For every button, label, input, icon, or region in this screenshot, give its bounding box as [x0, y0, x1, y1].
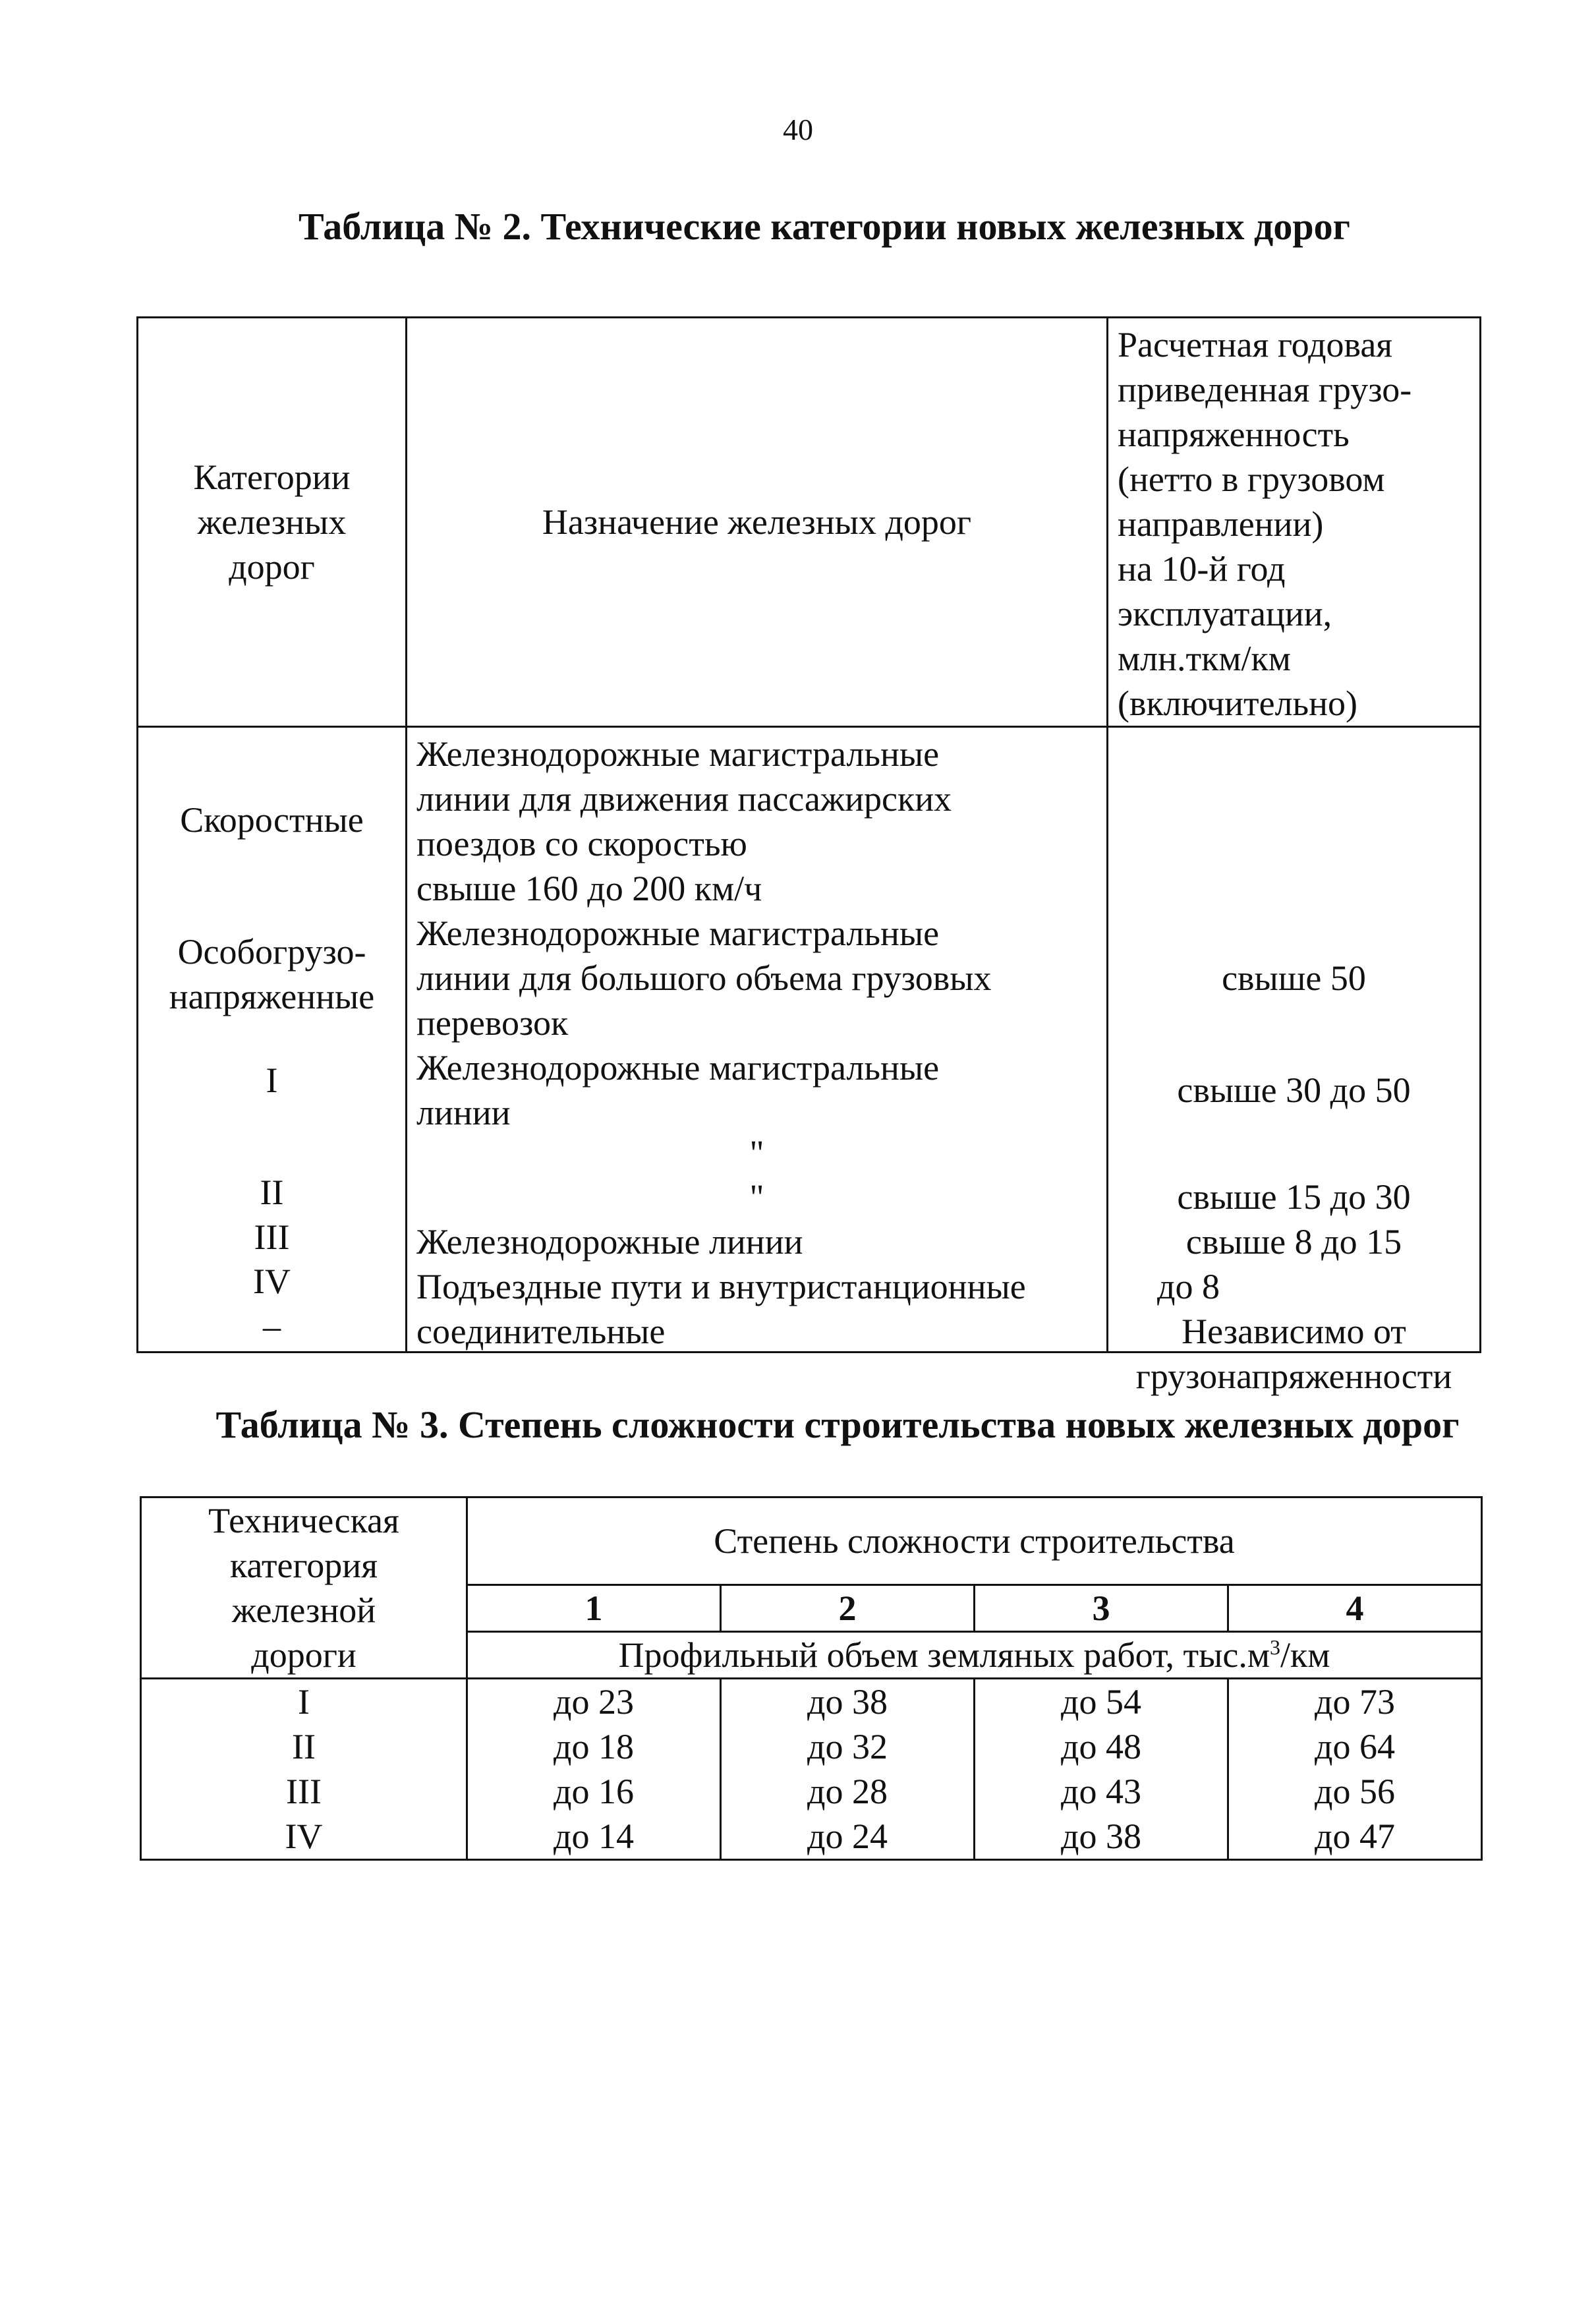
- purpose-ditto-mark: ": [749, 1177, 764, 1217]
- row-value: до 24: [721, 1814, 975, 1860]
- header-category: Категории железных дорог: [138, 318, 407, 727]
- table-2-caption: Таблица № 2. Технические категории новых железных дорог: [299, 205, 1350, 248]
- load-cell: до 8: [1157, 1267, 1220, 1306]
- row-category: IV: [141, 1814, 467, 1860]
- row-value: до 28: [721, 1769, 975, 1814]
- row-category: I: [141, 1679, 467, 1725]
- unit-header-superscript: 3: [1270, 1635, 1281, 1659]
- row-value: до 48: [975, 1724, 1228, 1769]
- load-cell: свыше 50: [1222, 958, 1366, 998]
- category-cell: I: [266, 1061, 278, 1100]
- load-cell: свыше 15 до 30: [1177, 1177, 1411, 1217]
- category-cell: III: [254, 1217, 290, 1257]
- purpose-ditto-mark: ": [749, 1133, 764, 1173]
- table-3-construction-complexity: [140, 1496, 1483, 1861]
- purpose-cell: Железнодорожные линии: [416, 1222, 803, 1262]
- row-value: до 54: [975, 1679, 1228, 1725]
- load-column: [1108, 727, 1481, 1396]
- row-value: до 18: [467, 1724, 721, 1769]
- table-row: [141, 1724, 1482, 1769]
- header-purpose: Назначение железных дорог: [407, 318, 1108, 727]
- row-value: до 14: [467, 1814, 721, 1860]
- table-row: [141, 1814, 1482, 1860]
- table-2-header-row: [138, 318, 1481, 727]
- header-load: Расчетная годовая приведенная грузо- напряженность (нетто в грузовом направлении) на 10-й год эксплуатации, млн.ткм/км (включительно): [1108, 318, 1481, 727]
- category-cell: IV: [253, 1262, 291, 1301]
- degree-header: Степень сложности строительства: [467, 1497, 1482, 1585]
- row-category: III: [141, 1769, 467, 1814]
- table-3-caption: Таблица № 3. Степень сложности строительства новых железных дорог: [215, 1403, 1460, 1446]
- purpose-cell: Железнодорожные магистральные линии: [416, 1048, 940, 1132]
- purpose-column: [407, 727, 1108, 1352]
- degree-number: 4: [1228, 1585, 1482, 1632]
- category-cell: Особогрузо- напряженные: [169, 932, 375, 1016]
- table-3-header-row: [141, 1497, 1482, 1585]
- page-number: 40: [783, 113, 813, 146]
- load-cell: свыше 30 до 50: [1177, 1070, 1411, 1110]
- category-column: [138, 727, 407, 1352]
- purpose-cell: Железнодорожные магистральные линии для движения пассажирских поездов со скоростью свыше 160 до 200 км/ч: [416, 734, 952, 908]
- table-row: [141, 1769, 1482, 1814]
- row-value: до 38: [721, 1679, 975, 1725]
- unit-header-text: Профильный объем земляных работ, тыс.м: [618, 1635, 1270, 1675]
- degree-number: 2: [721, 1585, 975, 1632]
- row-value: до 32: [721, 1724, 975, 1769]
- unit-header-tail: /км: [1280, 1635, 1330, 1675]
- degree-number: 1: [467, 1585, 721, 1632]
- table-row: [141, 1679, 1482, 1725]
- row-value: до 38: [975, 1814, 1228, 1860]
- load-cell: свыше 8 до 15: [1185, 1222, 1402, 1262]
- row-value: до 56: [1228, 1769, 1482, 1814]
- row-value: до 23: [467, 1679, 721, 1725]
- table-2-body-row: [138, 727, 1481, 1352]
- row-value: до 43: [975, 1769, 1228, 1814]
- row-category: II: [141, 1724, 467, 1769]
- category-cell: II: [260, 1173, 284, 1212]
- category-cell: Скоростные: [180, 800, 364, 840]
- row-value: до 73: [1228, 1679, 1482, 1725]
- stub-header: Техническая категория железной дороги: [141, 1497, 467, 1679]
- category-cell: _: [263, 1294, 281, 1334]
- row-value: до 16: [467, 1769, 721, 1814]
- purpose-cell: Железнодорожные магистральные линии для большого объема грузовых перевозок: [416, 914, 992, 1043]
- row-value: до 64: [1228, 1724, 1482, 1769]
- load-cell: Независимо от грузонапряженности: [1135, 1312, 1452, 1396]
- row-value: до 47: [1228, 1814, 1482, 1860]
- table-2-technical-categories: [136, 316, 1481, 1396]
- unit-header: [467, 1632, 1482, 1679]
- degree-number: 3: [975, 1585, 1228, 1632]
- purpose-cell: Подъездные пути и внутристанционные соединительные: [416, 1267, 1026, 1351]
